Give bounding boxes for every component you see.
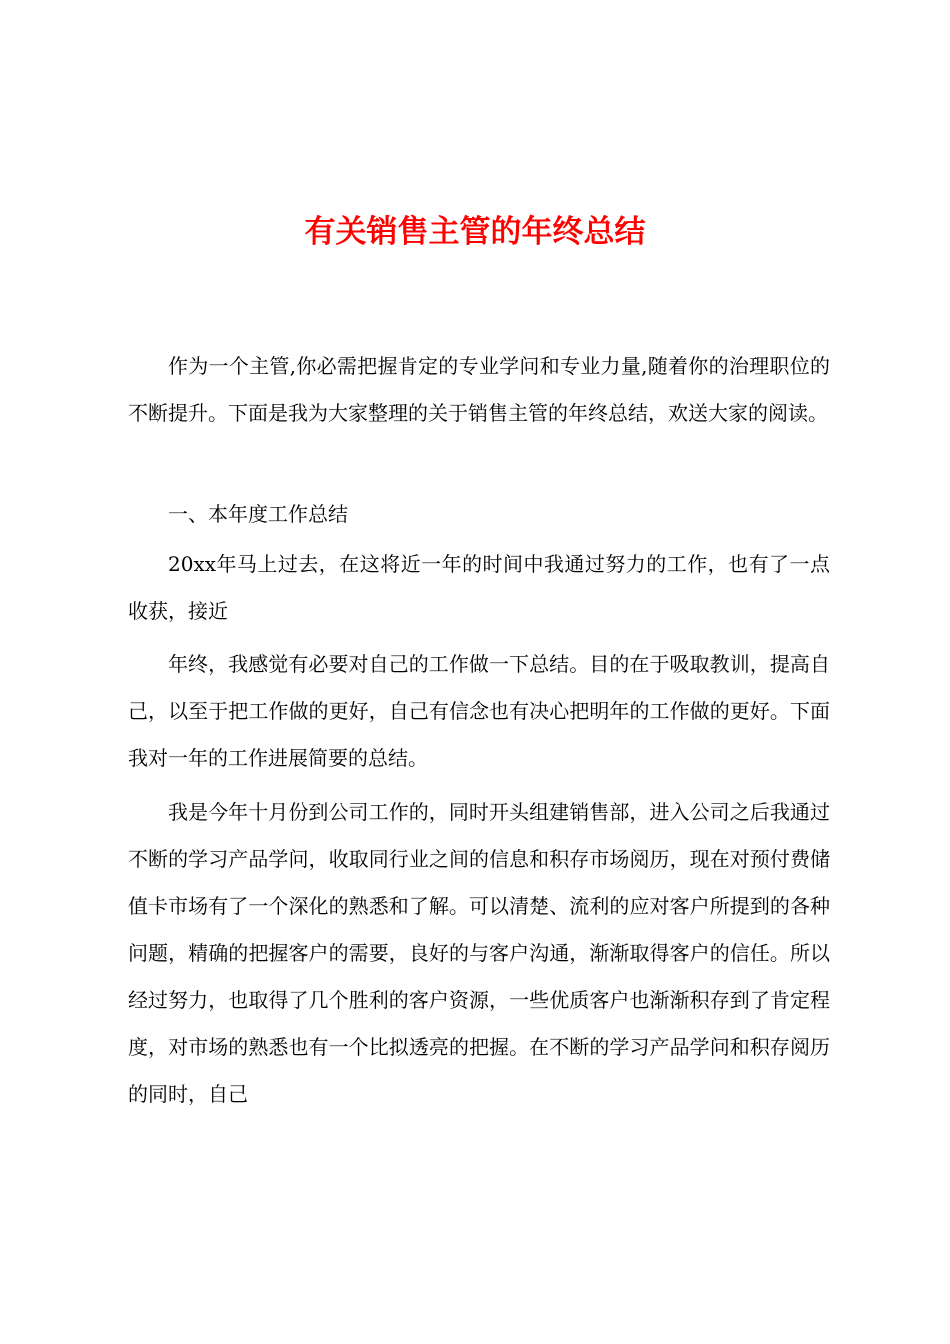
paragraph-text: 年终，我感觉有必要对自己的工作做一下总结。目的在于吸取教训，提高自己，以至于把工作做的更好，自己有信念也有决心把明年的工作做的更好。下面我对一年的工作进展简要的总结。 (128, 652, 830, 770)
paragraph-experience (128, 789, 830, 1118)
section-heading (128, 491, 830, 538)
page-title: 有关销售主管的年终总结 (304, 214, 646, 250)
paragraph-year (128, 541, 830, 635)
paragraph-text: 我是今年十月份到公司工作的，同时开头组建销售部，进入公司之后我通过不断的学习产品学问，收取同行业之间的信息和积存市场阅历，现在对预付费储值卡市场有了一个深化的熟悉和了解。可以清楚、流利的应对客户所提到的各种问题，精确的把握客户的需要，良好的与客户沟通，渐渐取得客户的信任。所以经过努力，也取得了几个胜利的客户资源，一些优质客户也渐渐积存到了肯定程度，对市场的熟悉也有一个比拟透亮的把握。在不断的学习产品学问和积存阅历的同时，自己 (128, 800, 830, 1106)
paragraph-text: 作为一个主管,你必需把握肯定的专业学问和专业力量,随着你的治理职位的不断提升。下面是我为大家整理的关于销售主管的年终总结，欢送大家的阅读。 (128, 354, 830, 425)
paragraph-text: 20xx年马上过去，在这将近一年的时间中我通过努力的工作，也有了一点收获，接近 (128, 552, 830, 623)
paragraph-year-end (128, 641, 830, 782)
paragraph-intro (128, 343, 830, 437)
section-heading-text: 一、本年度工作总结 (168, 502, 348, 526)
